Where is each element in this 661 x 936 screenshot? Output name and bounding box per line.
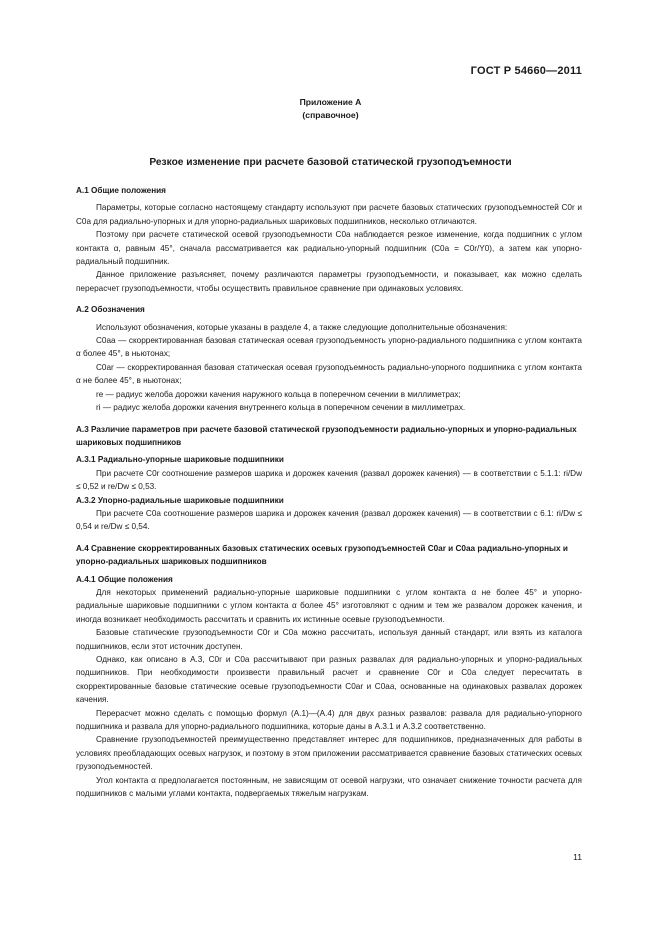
appendix-label: Приложение А [299, 97, 362, 107]
section-a2-intro: Используют обозначения, которые указаны в разделе 4, а также следующие дополнительные обозначения: [96, 322, 508, 332]
section-a4-paragraph: Угол контакта α предполагается постоянным, не зависящим от осевой нагрузки, что означает снижение точности расчета для подшипников с малыми углами контакта, подвергаемых тяжелым нагрузкам. [76, 775, 582, 799]
section-a1-paragraph: Поэтому при расчете статической осевой грузоподъемности C0a наблюдается резкое изменение, когда подшипник с углом контакта α, равным 45°, сначала рассматривается как радиально-упорный подшипник (C0a = C0r/Y0), а затем как упорно-радиальный подшипник. [76, 230, 582, 267]
section-a4-paragraph: Сравнение грузоподъемностей преимущественно представляет интерес для подшипников, предназначенных для работы в условиях преобладающих осевых нагрузок, и поэтому в этом приложении рассматривается сравнение базовых статических осевых грузоподъемностей. [76, 735, 582, 772]
section-a4-paragraph: Базовые статические грузоподъемности C0r и C0a можно рассчитать, используя данный стандарт, или взять из каталога подшипников, если этот источник доступен. [76, 628, 582, 651]
section-a4-paragraph: Перерасчет можно сделать с помощью формул (А.1)—(А.4) для двух разных развалов: развала для радиально-упорного подшипника и развала для упорно-радиального подшипника, которые даны в А.3.1 и А.3.2 соответственно. [76, 708, 582, 732]
definition-item: C0aa — скорректированная базовая статическая осевая грузоподъемность упорно-радиального подшипника с углом контакта α более 45°, в ньютонах; [76, 336, 582, 359]
standard-number: ГОСТ Р 54660—2011 [470, 65, 582, 77]
appendix-title: Резкое изменение при расчете базовой статической грузоподъемности [149, 157, 512, 168]
subsection-a41-heading: А.4.1 Общие положения [76, 574, 173, 584]
section-a1-paragraph: Данное приложение разъясняет, почему различаются параметры грузоподъемности, и показывает, как можно сделать перерасчет грузоподъемности, чтобы осуществить правильное сравнение при одинаковых условиях. [76, 270, 582, 293]
appendix-heading [0, 96, 661, 121]
definition-item: C0ar — скорректированная базовая статическая осевая грузоподъемность радиально-упорного подшипника с углом контакта α не более 45°, в ньютонах; [76, 362, 582, 386]
section-a4-paragraph: Однако, как описано в А.3, C0r и C0a рассчитывают при разных развалах для радиально-упорных и упорно-радиальных подшипников. При необходимости произвести правильный расчет и сравнение C0r и C0a следует пересчитать в скорректированные базовые статические осевые грузоподъемности C0ar и C0aa, основанные на одинаковых развалах дорожек качения. [76, 655, 582, 705]
section-a4-paragraph: Для некоторых применений радиально-упорные шариковые подшипники с углом контакта α не более 45° и упорно-радиальные шариковые подшипники с углом контакта α более 45° изготовляют с одним и тем же развалом дорожек качения, и иногда возникает необходимость рассчитать и сравнить их истинные осевые грузоподъемности. [76, 587, 582, 624]
section-a4-heading: А.4 Сравнение скорректированных базовых статических осевых грузоподъемностей C0ar и C0aa радиально-упорных и упорно-радиальных шариковых подшипников [76, 543, 568, 567]
subsection-a31-heading: А.3.1 Радиально-упорные шариковые подшипники [76, 455, 284, 465]
section-a2-heading: А.2 Обозначения [76, 305, 145, 315]
section-a3-heading: А.3 Различие параметров при расчете базовой статической грузоподъемности радиально-упорных и упорно-радиальных шариковых подшипников [76, 424, 577, 447]
section-a1-heading: А.1 Общие положения [76, 186, 166, 195]
page-number: 11 [573, 852, 582, 862]
appendix-kind: (справочное) [302, 109, 359, 120]
definition-item: ri — радиус желоба дорожки качения внутреннего кольца в поперечном сечении в миллиметрах. [96, 403, 466, 413]
body-content [76, 184, 582, 800]
subsection-paragraph: При расчете C0a соотношение размеров шарика и дорожек качения (развал дорожек качения) — в соответствии с 6.1: ri/Dw ≤ 0,54 и re/Dw ≤ 0,54. [76, 508, 582, 532]
section-a1-paragraph: Параметры, которые согласно настоящему стандарту используют при расчете базовых статических грузоподъемностей C0r и C0a для радиально-упорных и для упорно-радиальных шариковых подшипников, несколько отличаются. [76, 203, 582, 226]
definition-item: re — радиус желоба дорожки качения наружного кольца в поперечном сечении в миллиметрах; [96, 389, 461, 399]
subsection-a32-heading: А.3.2 Упорно-радиальные шариковые подшипники [76, 495, 284, 505]
subsection-paragraph: При расчете C0r соотношение размеров шарика и дорожек качения (развал дорожек качения) — в соответствии с 5.1.1: ri/Dw ≤ 0,52 и re/Dw ≤ 0,53. [76, 468, 582, 492]
